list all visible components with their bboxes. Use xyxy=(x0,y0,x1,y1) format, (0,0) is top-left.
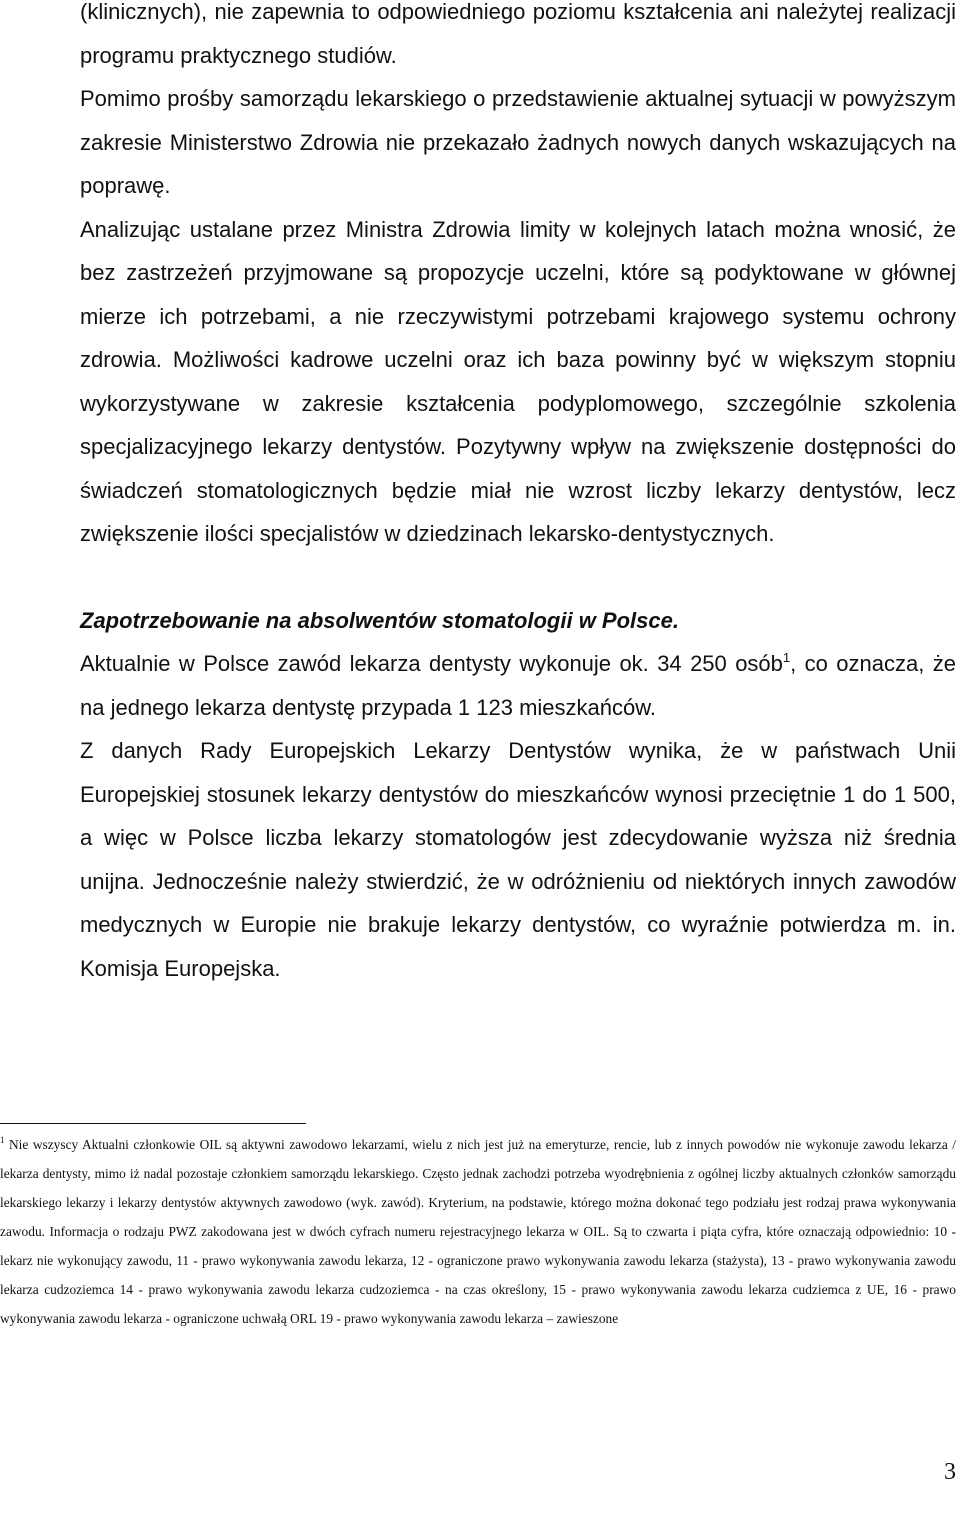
paragraph-intro-continuation: (klinicznych), nie zapewnia to odpowiedniego poziomu kształcenia ani należytej realizacji programu praktycznego studiów. xyxy=(80,0,956,68)
footnote xyxy=(0,1130,956,1333)
paragraph-limits-analysis: Analizując ustalane przez Ministra Zdrowia limity w kolejnych latach można wnosić, że bez zastrzeżeń przyjmowane są propozycje uczelni, które są podyktowane w głównej mierze ich potrzebami, a nie rzeczywistymi potrzebami krajowego systemu ochrony zdrowia. Możliwości kadrowe uczelni oraz ich baza powinny być w większym stopniu wykorzystywane w zakresie kształcenia podyplomowego, szczególnie szkolenia specjalizacyjnego lekarzy dentystów. Pozytywny wpływ na zwiększenie dostępności do świadczeń stomatologicznych będzie miał nie wzrost liczby lekarzy dentystów, lecz zwiększenie ilości specjalistów w dziedzinach lekarsko-dentystycznych. xyxy=(80,216,956,546)
paragraph-eu-comparison: Z danych Rady Europejskich Lekarzy Dentystów wynika, że w państwach Unii Europejskiej stosunek lekarzy dentystów do mieszkańców wynosi przeciętnie 1 do 1 500, a więc w Polsce liczba lekarzy stomatologów jest zdecydowanie wyższa niż średnia unijna. Jednocześnie należy stwierdzić, że w odróżnieniu od niektórych innych zawodów medycznych w Europie nie brakuje lekarzy dentystów, co wyraźnie potwierdza m. in. Komisja Europejska. xyxy=(80,738,956,981)
footnote-reference: 1 xyxy=(782,650,791,665)
page-number: 3 xyxy=(944,1459,956,1485)
footnote-separator xyxy=(0,1123,306,1124)
dentist-count-text-continued: , co oznacza, że na jednego lekarza dentystę przypada 1 123 mieszkańców. xyxy=(80,651,957,720)
dentist-count-text: Aktualnie w Polsce zawód lekarza dentysty wykonuje ok. 34 250 osób xyxy=(80,651,783,676)
section-heading: Zapotrzebowanie na absolwentów stomatologii w Polsce. xyxy=(80,607,679,633)
paragraph-ministry-data: Pomimo prośby samorządu lekarskiego o przedstawienie aktualnej sytuacji w powyższym zakresie Ministerstwo Zdrowia nie przekazało żadnych nowych danych wskazujących na poprawę. xyxy=(80,86,956,198)
paragraph-dentist-count xyxy=(80,642,956,729)
footnote-text: Nie wszyscy Aktualni członkowie OIL są aktywni zawodowo lekarzami, wielu z nich jest już na emeryturze, rencie, lub z innych powodów nie wykonuje zawodu lekarza / lekarza dentysty, mimo iż nadal pozostaje członkiem samorządu lekarskiego. Często jednak zachodzi potrzeba wyodrębnienia z ogólnej liczby aktualnych członków samorządu lekarskiego lekarzy i lekarzy dentystów aktywnych zawodowo (wyk. zawód). Kryterium, na podstawie, którego można dokonać tego podziału jest rodzaj prawa wykonywania zawodu. Informacja o rodzaju PWZ zakodowana jest w dwóch cyfrach numeru rejestracyjnego lekarza w OIL. Są to czwarta i piąta cyfra, które oznaczają odpowiednio: 10 - lekarz nie wykonujący zawodu, 11 - prawo wykonywania zawodu lekarza, 12 - ograniczone prawo wykonywania zawodu lekarza (stażysta), 13 - prawo wykonywania zawodu lekarza cudzoziemca 14 - prawo wykonywania zawodu lekarza cudzoziemca - na czas określony, 15 - prawo wykonywania zawodu lekarza cudziemca z UE, 16 - prawo wykonywania zawodu lekarza - ograniczone uchwałą ORL 19 - prawo wykonywania zawodu lekarza – zawieszone xyxy=(0,1137,956,1326)
footnote-mark: 1 xyxy=(0,1135,5,1145)
document-page xyxy=(80,0,956,990)
